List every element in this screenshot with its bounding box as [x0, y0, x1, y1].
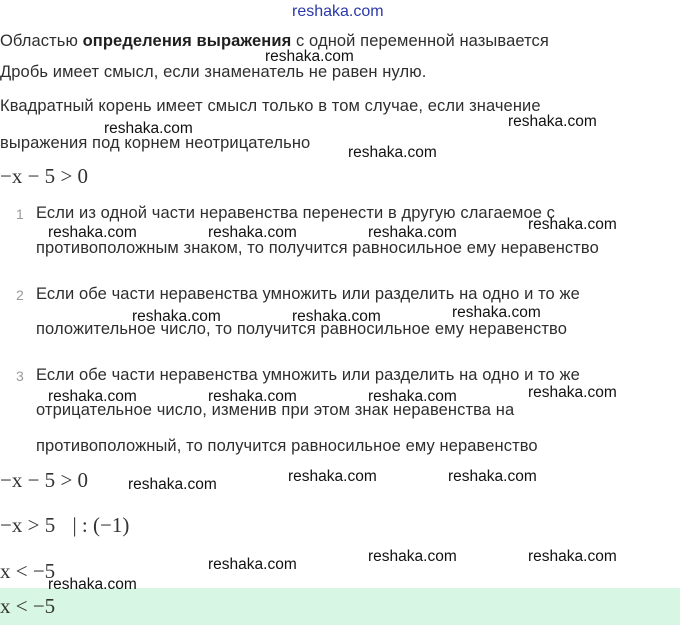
expression-initial: [0, 164, 88, 189]
watermark: reshaka.com: [288, 468, 377, 485]
step-operator-bar: |: [72, 513, 77, 537]
rule-2-line-2: положительное число, то получится равносильное ему неравенство: [36, 320, 567, 338]
step-rhs: 0: [77, 468, 89, 492]
answer: [0, 594, 55, 619]
solution-step-2: [0, 513, 129, 538]
rule-3-line-2: отрицательное число, изменив при этом знак неравенства на: [36, 401, 515, 419]
step-lhs: x: [0, 559, 11, 583]
expr-relation: >: [60, 164, 73, 188]
watermark: reshaka.com: [528, 216, 617, 233]
rule-2-line-1: Если обе части неравенства умножить или разделить на одно и то же: [36, 285, 580, 303]
watermark: reshaka.com: [368, 388, 457, 405]
step-lhs: −x − 5: [0, 468, 56, 492]
watermark: reshaka.com: [348, 144, 437, 161]
root-note-line-1: Квадратный корень имеет смысл только в том случае, если значение: [0, 97, 541, 115]
watermark: reshaka.com: [104, 120, 193, 137]
step-relation: >: [60, 468, 73, 492]
root-note-line-2: выражения под корнем неотрицательно: [0, 134, 311, 152]
step-action: : (−1): [81, 513, 130, 537]
watermark: reshaka.com: [48, 388, 137, 405]
watermark: reshaka.com: [265, 48, 354, 65]
solution-step-3: [0, 559, 55, 584]
watermark: reshaka.com: [292, 308, 381, 325]
step-relation: >: [27, 513, 40, 537]
answer-rhs: −5: [32, 594, 56, 618]
watermark: reshaka.com: [48, 224, 137, 241]
answer-relation: <: [15, 594, 28, 618]
step-lhs: −x: [0, 513, 23, 537]
rule-1-line-2: противоположным знаком, то получится равносильное ему неравенство: [36, 239, 599, 257]
watermark: reshaka.com: [508, 113, 597, 130]
answer-lhs: x: [0, 594, 11, 618]
expr-rhs: 0: [77, 164, 89, 188]
watermark: reshaka.com: [128, 476, 217, 493]
watermark: reshaka.com: [528, 548, 617, 565]
expr-lhs: −x − 5: [0, 164, 56, 188]
rule-3-line-3: противоположный, то получится равносильное ему неравенство: [36, 437, 538, 455]
rule-3-line-1: Если обе части неравенства умножить или разделить на одно и то же: [36, 366, 580, 384]
rule-number: 1: [16, 206, 24, 222]
intro-bold-term: определения выражения: [82, 32, 292, 50]
intro-text-before: Областью: [0, 32, 83, 50]
watermark: reshaka.com: [528, 384, 617, 401]
watermark: reshaka.com: [48, 576, 137, 593]
watermark: reshaka.com: [368, 548, 457, 565]
watermark: reshaka.com: [208, 556, 297, 573]
watermark: reshaka.com: [208, 224, 297, 241]
rule-number: 3: [16, 368, 24, 384]
rule-1-line-1: Если из одной части неравенства перенести в другую слагаемое с: [36, 204, 556, 222]
intro-line-2: Дробь имеет смысл, если знаменатель не равен нулю.: [0, 63, 427, 81]
step-rhs: 5: [44, 513, 56, 537]
watermark: reshaka.com: [208, 388, 297, 405]
watermark: reshaka.com: [368, 224, 457, 241]
watermark: reshaka.com: [452, 304, 541, 321]
solution-step-1: [0, 468, 88, 493]
watermark: reshaka.com: [132, 308, 221, 325]
step-relation: <: [15, 559, 28, 583]
intro-text-after: с одной переменной называется: [291, 32, 549, 50]
step-rhs: −5: [32, 559, 56, 583]
site-watermark-header[interactable]: reshaka.com: [292, 3, 384, 20]
rule-number: 2: [16, 287, 24, 303]
watermark: reshaka.com: [448, 468, 537, 485]
